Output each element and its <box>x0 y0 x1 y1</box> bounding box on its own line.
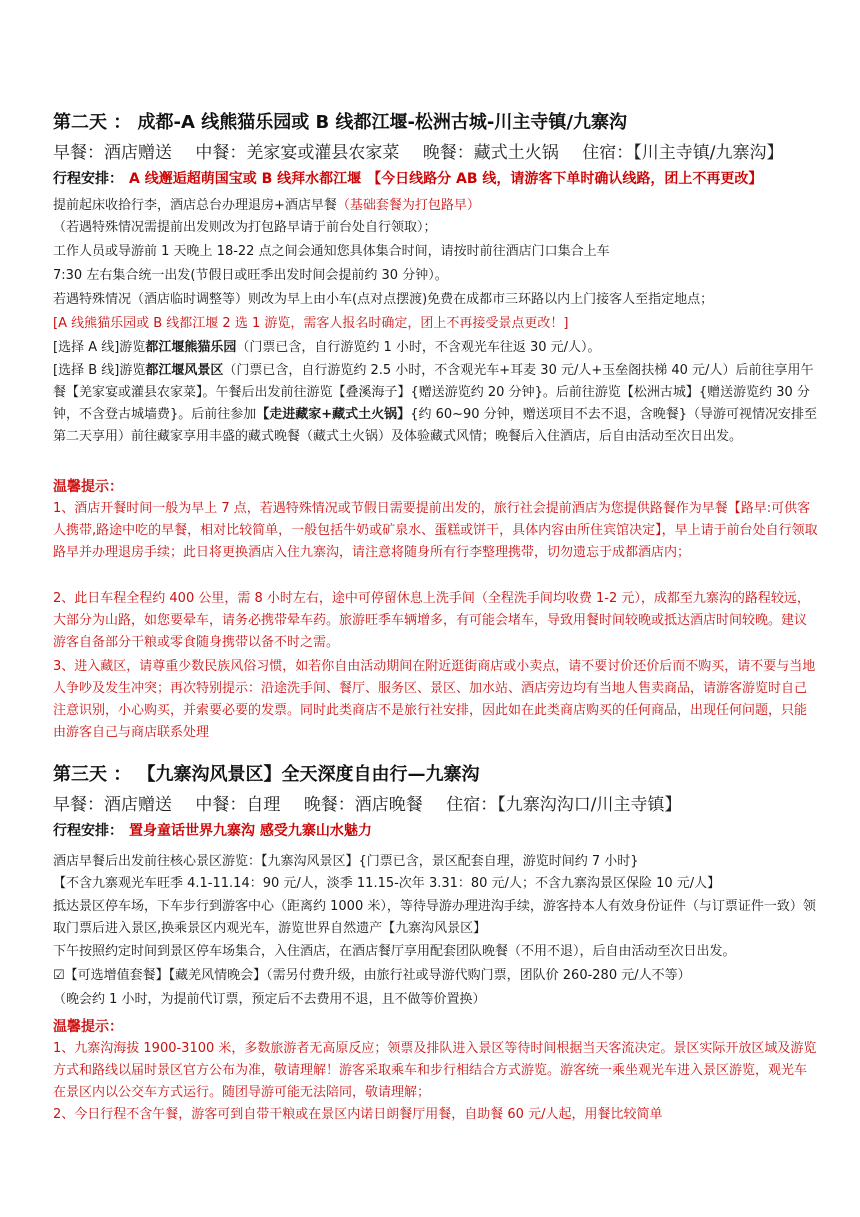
day2-tip-3: 3、进入藏区，请尊重少数民族风俗习惯，如若你自由活动期间在附近逛街商店或小卖点，请不要讨价还价后而不购买，请不要与当地人争吵及发生冲突；再次特别提示：沿途洗手间、餐厅、服务区、景区、加水站、酒店旁边均有当地人售卖商品，请游客游览时自己注意识别，小心购买，并索要必要的发票。同时此类商店不是旅行社安排，因此如在此类商店购买的任何商品，出现任何问题，只能由游客自己与商店联系处理 <box>53 659 816 740</box>
day3-line-4: 下午按照约定时间到景区停车场集合，入住酒店，在酒店餐厅享用配套团队晚餐（不用不退），后自由活动至次日出发。 <box>53 944 736 959</box>
day3-line-5: ☑【可选增值套餐】【藏羌风情晚会】（需另付费升级，由旅行社或导游代购门票，团队价 260-280 元/人不等） <box>53 968 691 983</box>
day3-dinner: 晚餐：酒店晚餐 <box>303 795 423 815</box>
day3-line-1: 酒店早餐后出发前往核心景区游览：【九寨沟风景区】{门票已含，景区配套自理，游览时间约 7 小时} <box>53 854 639 869</box>
day2-itinerary-highlight: A 线邂逅超萌国宝或 B 线拜水都江堰 <box>129 171 362 187</box>
day2-itinerary-notice: 【今日线路分 AB 线，请游客下单时确认线路，团上不再更改】 <box>367 171 763 187</box>
day3-line-2: 【不含九寨观光车旺季 4.1-11.14：90 元/人，淡季 11.15-次年 3.31：80 元/人；不含九寨沟景区保险 10 元/人】 <box>53 876 721 891</box>
day3-itinerary-label: 行程安排： <box>53 823 123 839</box>
day3-paragraph-entry: 抵达景区停车场，下车步行到游客中心（距离约 1000 米），等待导游办理进沟手续，游客持本人有效身份证件（与订票证件一致）领取门票后进入景区,换乘景区内观光车，游览世界自然遗产【九寨沟风景区】 <box>53 899 816 936</box>
day2-para-d: 【走进藏家+藏式土火锅】 <box>256 407 411 422</box>
day2-title: 第二天 ： 成都-A 线熊猫乐园或 B 线都江堰-松洲古城-川主寺镇/九寨沟 <box>53 112 627 133</box>
day3-title: 第三天 ： 【九寨沟风景区】全天深度自由行—九寨沟 <box>53 764 480 785</box>
day2-line-3: 工作人员或导游前 1 天晚上 18-22 点之间会通知您具体集合时间，请按时前往酒店门口集合上车 <box>53 244 610 259</box>
day3-lunch: 中餐：自理 <box>195 795 281 815</box>
day2-line-5: 若遇特殊情况（酒店临时调整等）则改为早上由小车(点对点摆渡)免费在成都市三环路以内上门接客人至指定地点； <box>53 292 714 307</box>
day2-itinerary-label: 行程安排： <box>53 171 123 187</box>
day3-tip-1: 1、九寨沟海拔 1900-3100 米，多数旅游者无高原反应；领票及排队进入景区等待时间根据当天客流决定。景区实际开放区域及游览方式和路线以届时景区官方公布为准，敬请理解！游客采取乘车和步行相结合方式游览。游客统一乘坐观光车进入景区游览，观光车在景区内以公交车方式运行。随团导游可能无法陪同，敬请理解； <box>53 1041 817 1100</box>
day3-lodging: 住宿：【九寨沟沟口/川主寺镇】 <box>446 795 682 815</box>
day2-line-1-text: 提前起床收拾行李，酒店总台办理退房+酒店早餐 <box>53 198 337 213</box>
day2-line-1 <box>53 196 480 216</box>
day2-line-7-c: （门票已含，自行游览约 1 小时，不含观光车往返 30 元/人）。 <box>236 340 601 355</box>
day3-itinerary-header <box>53 820 372 840</box>
day2-line-7-a: [选择 A 线]游览 <box>53 340 146 355</box>
day2-tip-2: 2、此日车程全程约 400 公里，需 8 小时左右，途中可停留休息上洗手间（全程洗手间均收费 1-2 元），成都至九寨沟的路程较远，大部分为山路，如您要晕车，请务必携带晕车药。旅游旺季车辆增多，有可能会堵车，导致用餐时间较晚或抵达酒店时间较晚。建议游客自备部分干粮或零食随身携带以备不时之需。 <box>53 591 810 650</box>
day3-tips-label: 温馨提示： <box>53 1019 123 1035</box>
day2-line-4: 7:30 左右集合统一出发(节假日或旺季出发时间会提前约 30 分钟）。 <box>53 268 448 283</box>
day2-meals <box>53 138 801 163</box>
day2-line-7 <box>53 338 601 358</box>
day3-meals <box>53 790 699 815</box>
day3-line-6: （晚会约 1 小时，为提前代订票，预定后不去费用不退，且不做等价置换） <box>53 992 486 1007</box>
day2-para-b: 都江堰风景区 <box>145 363 224 378</box>
day2-para-a: [选择 B 线]游览 <box>53 363 146 378</box>
day2-breakfast: 早餐：酒店赠送 <box>53 143 172 163</box>
day3-breakfast: 早餐：酒店赠送 <box>53 795 172 815</box>
day3-itinerary-highlight: 置身童话世界九寨沟 感受九寨山水魅力 <box>129 823 372 839</box>
day2-paragraph-b <box>53 360 818 448</box>
day2-line-6: [A 线熊猫乐园或 B 线都江堰 2 选 1 游览，需客人报名时确定，团上不再接受景点更改！] <box>53 316 569 331</box>
day2-dinner: 晚餐：藏式土火锅 <box>422 143 559 163</box>
day2-line-1-note: （基础套餐为打包路早） <box>336 198 480 213</box>
day2-tips-label: 温馨提示： <box>53 479 123 495</box>
day3-tip-2: 2、今日行程不含午餐，游客可到自带干粮或在景区内诺日朗餐厅用餐，自助餐 60 元/人起，用餐比较简单 <box>53 1107 663 1122</box>
day2-para-c: （门票已含，自行游览约 2.5 小时，不含观光车+耳麦 30 元/人+玉垒阁扶梯 40 元/人）后前往享用午餐【羌家宴或灌县农家菜】。午餐后出发前往游览【叠溪海子】{赠送游览约 20 分钟}。后前往游览【松洲古城】{赠送游览约 30 分钟，不含登古城墙费}。后前往参加 <box>53 363 814 422</box>
day2-lunch: 中餐：羌家宴或灌县农家菜 <box>195 143 400 163</box>
day2-itinerary-header <box>53 168 762 188</box>
day2-line-2: （若遇特殊情况需提前出发则改为打包路早请于前台处自行领取）； <box>53 220 437 235</box>
day2-lodging: 住宿：【川主寺镇/九寨沟】 <box>582 143 784 163</box>
day2-line-7-b: 都江堰熊猫乐园 <box>145 340 237 355</box>
day2-para-e: {约 60~90 分钟，赠送项目不去不退，含晚餐}（导游可视情况安排至第二天享用）前往藏家享用丰盛的藏式晚餐（藏式土火锅）及体验藏式风情；晚餐后入住酒店，后自由活动至次日出发。 <box>53 407 817 444</box>
day2-tip-1: 1、酒店开餐时间一般为早上 7 点，若遇特殊情况或节假日需要提前出发的，旅行社会提前酒店为您提供路餐作为早餐【路早:可供客人携带,路途中吃的早餐，相对比较简单，一般包括牛奶或矿泉水、蛋糕或饼干，具体内容由所住宾馆决定】，早上请于前台处自行领取路早并办理退房手续；此日将更换酒店入住九寨沟，请注意将随身所有行李整理携带，切勿遗忘于成都酒店内； <box>53 501 818 560</box>
